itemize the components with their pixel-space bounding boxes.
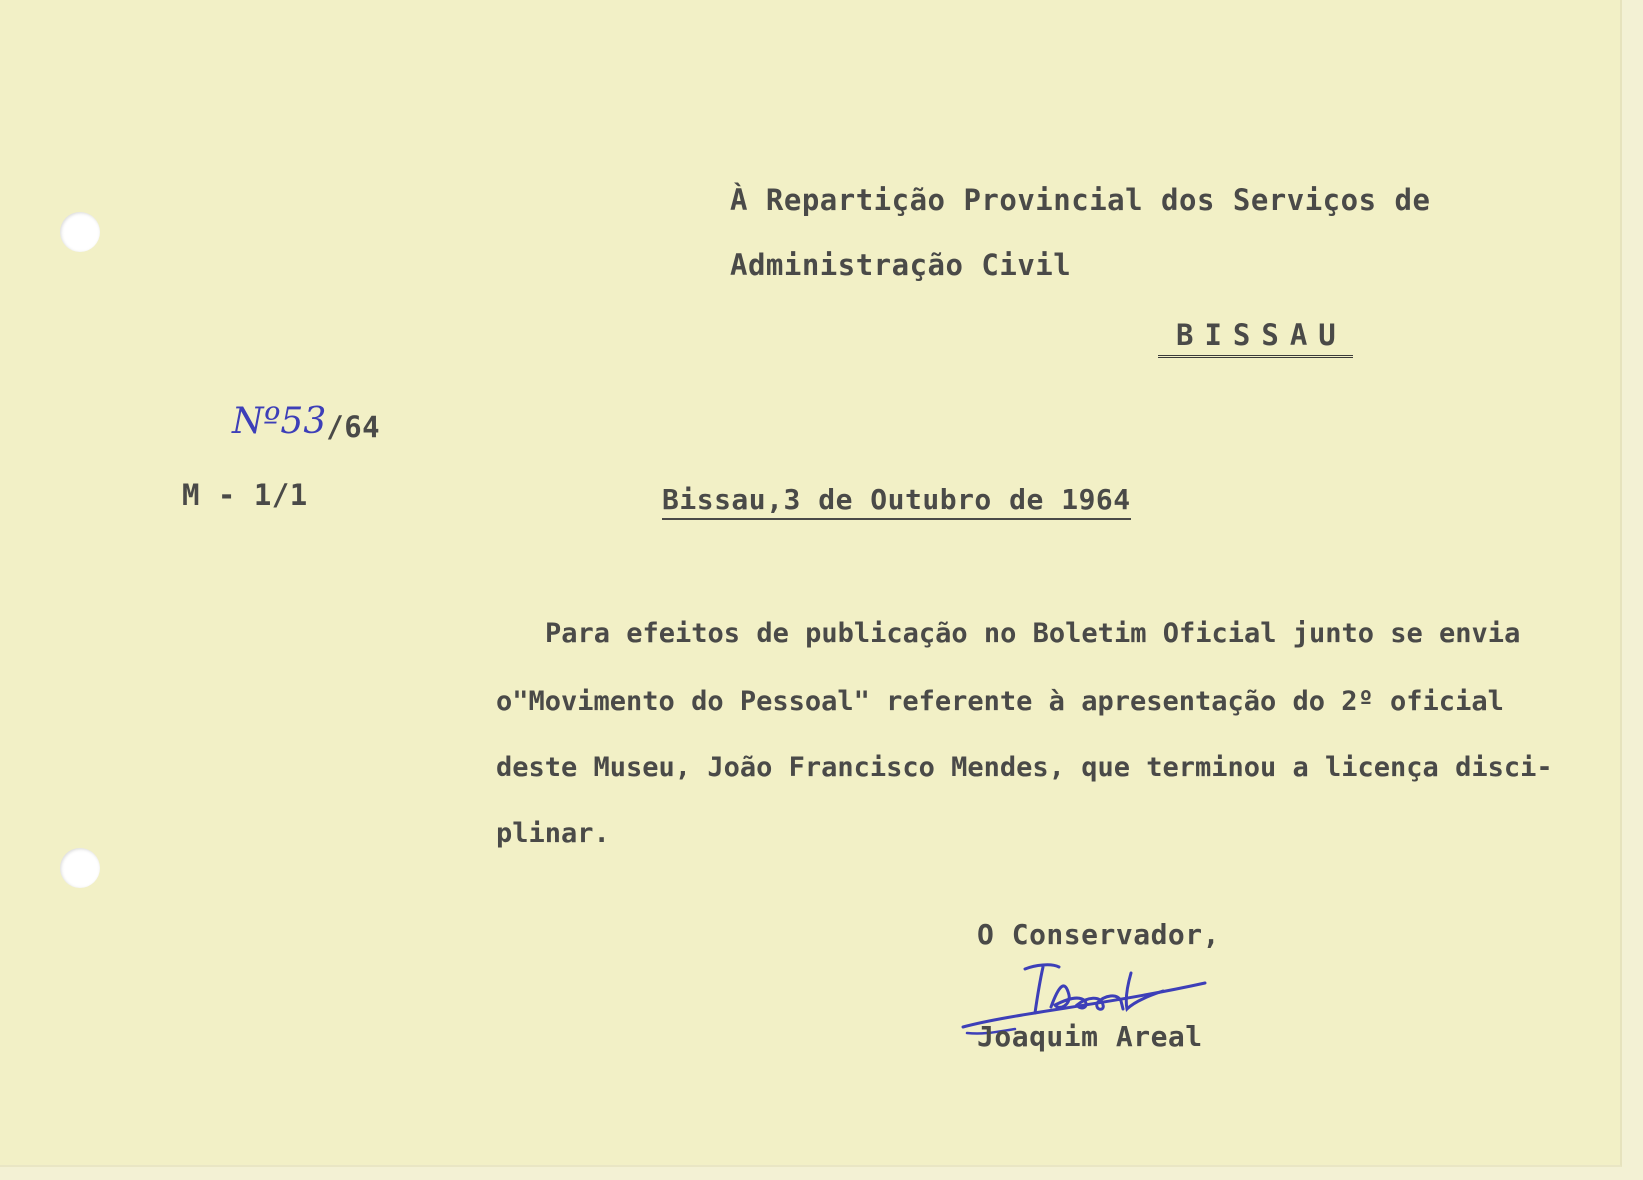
body-line-2: o"Movimento do Pessoal" referente à apresentação do 2º oficial (496, 686, 1504, 717)
typed-reference-year: /64 (326, 410, 381, 444)
date-line: Bissau,3 de Outubro de 1964 (662, 483, 1131, 520)
body-line-3: deste Museu, João Francisco Mendes, que terminou a licença disci- (496, 752, 1553, 783)
reference-code: M - 1/1 (182, 478, 308, 512)
body-line-4: plinar. (496, 818, 610, 849)
addressee-line-1: À Repartição Provincial dos Serviços de (730, 183, 1431, 217)
body-line-1: Para efeitos de publicação no Boletim Oficial junto se envia (545, 618, 1521, 649)
punch-hole-top (60, 212, 100, 252)
signatory-name: Joaquim Areal (977, 1020, 1203, 1053)
handwritten-reference: Nº53 (232, 401, 327, 442)
reference-number (232, 401, 381, 446)
closing: O Conservador, (977, 918, 1221, 951)
addressee-line-2: Administração Civil (730, 248, 1072, 282)
city-heading: BISSAU (1158, 318, 1353, 358)
punch-hole-bottom (60, 848, 100, 888)
